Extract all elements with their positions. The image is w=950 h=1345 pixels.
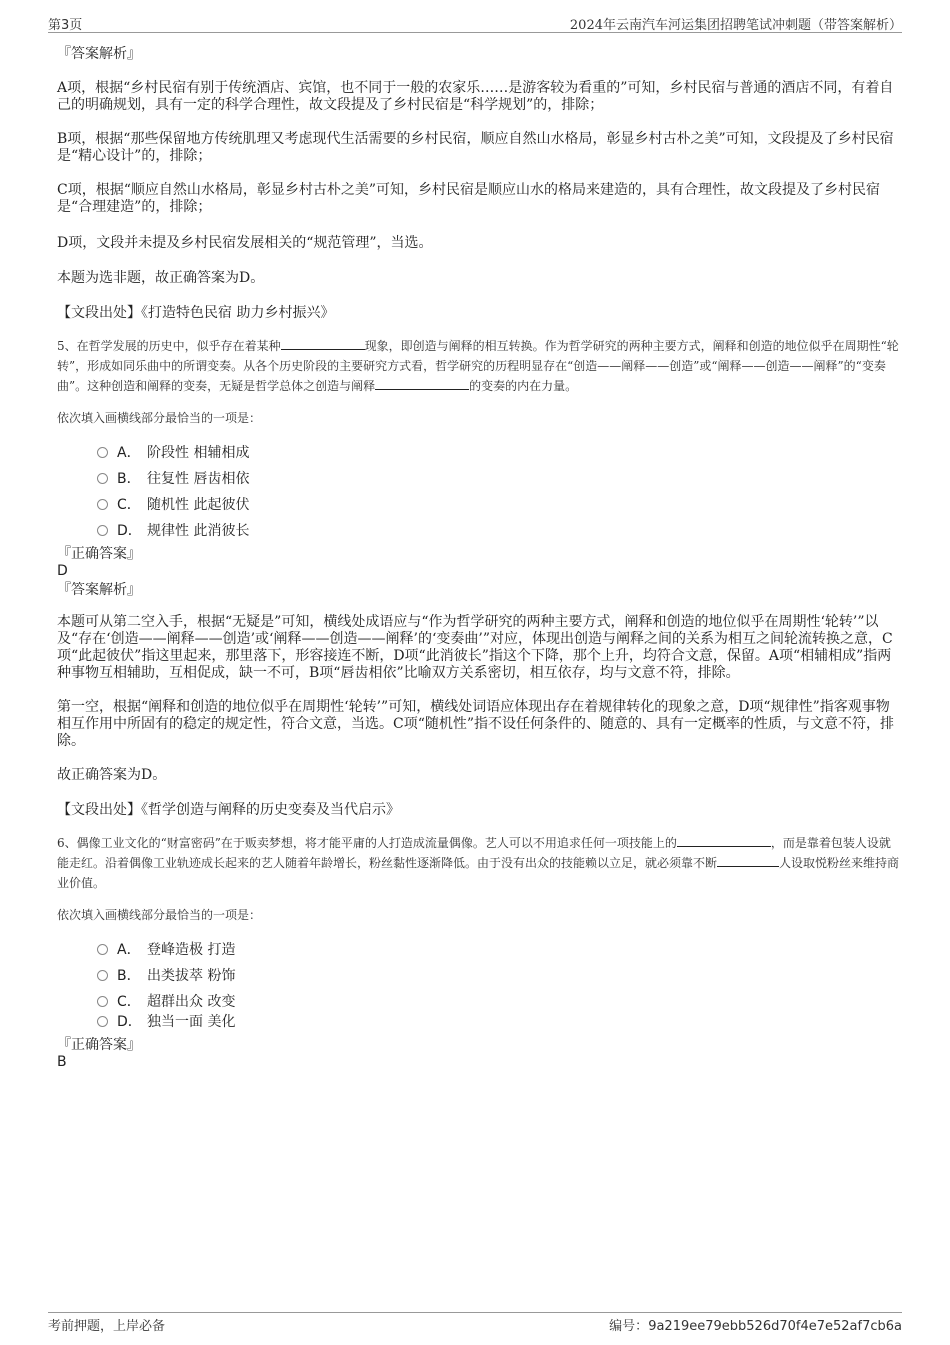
conclusion: 本题为选非题，故正确答案为D。: [57, 270, 265, 286]
option-d[interactable]: D． 独当一面 美化: [97, 1009, 902, 1035]
analysis-paragraph: 第一空，根据“阐释和创造的地位似乎在周期性‘轮转’”可知，横线处词语应体现出存在着规律转化的现象之意，D项“规律性”指客观事物相互作用中所固有的稳定的规定性，符合文意，当选。C项“随机性”指不设任何条件的、随意的、具有一定概率的性质，与文意不符，排除。: [57, 699, 895, 749]
question-prompt: 依次填入画横线部分最恰当的一项是：: [57, 411, 262, 425]
blank: [281, 337, 365, 350]
page-header: [48, 14, 902, 32]
question-stem: 6、偶像工业文化的“财富密码”在于贩卖梦想，将才能平庸的人打造成流量偶像。艺人可以不用追求任何一项技能上的 ，而是靠着包装人设就能走红。沿着偶像工业轨迹成长起来的艺人随着年龄增长，粉丝黏性逐渐降低。由于没有出众的技能赖以立足，就必须靠不断 人设取悦粉丝来维持商业价值。: [57, 836, 900, 890]
source-citation: 【文段出处】《打造特色民宿 助力乡村振兴》: [57, 305, 335, 321]
document-id: 编号：9a219ee79ebb526d70f4e7e52af7cb6a: [609, 1319, 902, 1334]
source-citation: 【文段出处】《哲学创造与阐释的历史变奏及当代启示》: [57, 802, 400, 818]
analysis-paragraph: A项，根据“乡村民宿有别于传统酒店、宾馆，也不同于一般的农家乐……是游客较为看重的”可知，乡村民宿与普通的酒店不同，有着自己的明确规划，具有一定的科学合理性，故文段提及了乡村民宿是“科学规划”的，排除；: [57, 80, 894, 113]
blank: [375, 377, 469, 390]
page-content: [57, 46, 902, 1071]
document-title: 2024年云南汽车河运集团招聘笔试冲刺题（带答案解析）: [569, 18, 902, 33]
option-b[interactable]: B． 往复性 唇齿相依: [97, 466, 902, 492]
option-c[interactable]: C． 随机性 此起彼伏: [97, 492, 902, 518]
radio-icon[interactable]: [97, 447, 108, 458]
blank: [717, 854, 779, 867]
radio-icon[interactable]: [97, 1016, 108, 1027]
analysis-label: 『答案解析』: [57, 46, 141, 62]
option-a[interactable]: A． 登峰造极 打造: [97, 937, 902, 963]
page-number: 第3页: [48, 18, 83, 33]
option-a[interactable]: A． 阶段性 相辅相成: [97, 440, 902, 466]
options-list: [97, 937, 902, 1035]
conclusion: 故正确答案为D。: [57, 767, 167, 783]
footer-slogan: 考前押题，上岸必备: [48, 1319, 166, 1334]
analysis-paragraph: 本题可从第二空入手，根据“无疑是”可知，横线处成语应与“作为哲学研究的两种主要方式，阐释和创造的地位似乎在周期性‘轮转’”以及“存在‘创造——阐释——创造’或‘阐释——创造——阐释’的‘变奏曲’”对应，体现出创造与阐释之间的关系为相互之间轮流转换之意，C项“此起彼伏”指这里起来，那里落下，形容接连不断，D项“此消彼长”指这个下降，那个上升，均符合文意，保留。A项“相辅相成”指两种事物互相辅助，互相促成，缺一不可，B项“唇齿相依”比喻双方关系密切，相互依存，均与文意不符，排除。: [57, 614, 893, 681]
footer-divider: [48, 1312, 902, 1313]
blank: [677, 834, 771, 847]
answer-label: 『正确答案』: [57, 546, 141, 562]
correct-answer: B: [57, 1054, 67, 1070]
radio-icon[interactable]: [97, 996, 108, 1007]
answer-label: 『正确答案』: [57, 1037, 141, 1053]
radio-icon[interactable]: [97, 525, 108, 536]
radio-icon[interactable]: [97, 944, 108, 955]
option-b[interactable]: B． 出类拔萃 粉饰: [97, 963, 902, 989]
question-prompt: 依次填入画横线部分最恰当的一项是：: [57, 908, 262, 922]
analysis-label: 『答案解析』: [57, 582, 141, 598]
question-stem: 5、在哲学发展的历史中，似乎存在着某种 现象，即创造与阐释的相互转换。作为哲学研究的两种主要方式，阐释和创造的地位似乎在周期性“轮转”，形成如同乐曲中的所谓变奏。从各个历史阶段的主要研究方式看，哲学研究的历程明显存在“创造——阐释——创造”或“阐释——创造——阐释”的“变奏曲”。这种创造和阐释的变奏，无疑是哲学总体之创造与阐释 的变奏的内在力量。: [57, 339, 899, 393]
header-divider: [48, 32, 902, 33]
analysis-paragraph: C项，根据“顺应自然山水格局，彰显乡村古朴之美”可知，乡村民宿是顺应山水的格局来建造的，具有合理性，故文段提及了乡村民宿是“合理建造”的，排除；: [57, 182, 881, 215]
radio-icon[interactable]: [97, 473, 108, 484]
option-d[interactable]: D． 规律性 此消彼长: [97, 518, 902, 544]
radio-icon[interactable]: [97, 970, 108, 981]
radio-icon[interactable]: [97, 499, 108, 510]
analysis-paragraph: B项，根据“那些保留地方传统肌理又考虑现代生活需要的乡村民宿，顺应自然山水格局，彰显乡村古朴之美”可知，文段提及了乡村民宿是“精心设计”的，排除；: [57, 131, 894, 164]
options-list: [97, 440, 902, 544]
option-c[interactable]: C． 超群出众 改变: [97, 989, 902, 1009]
analysis-paragraph: D项，文段并未提及乡村民宿发展相关的“规范管理”，当选。: [57, 235, 433, 251]
correct-answer: D: [57, 563, 68, 579]
